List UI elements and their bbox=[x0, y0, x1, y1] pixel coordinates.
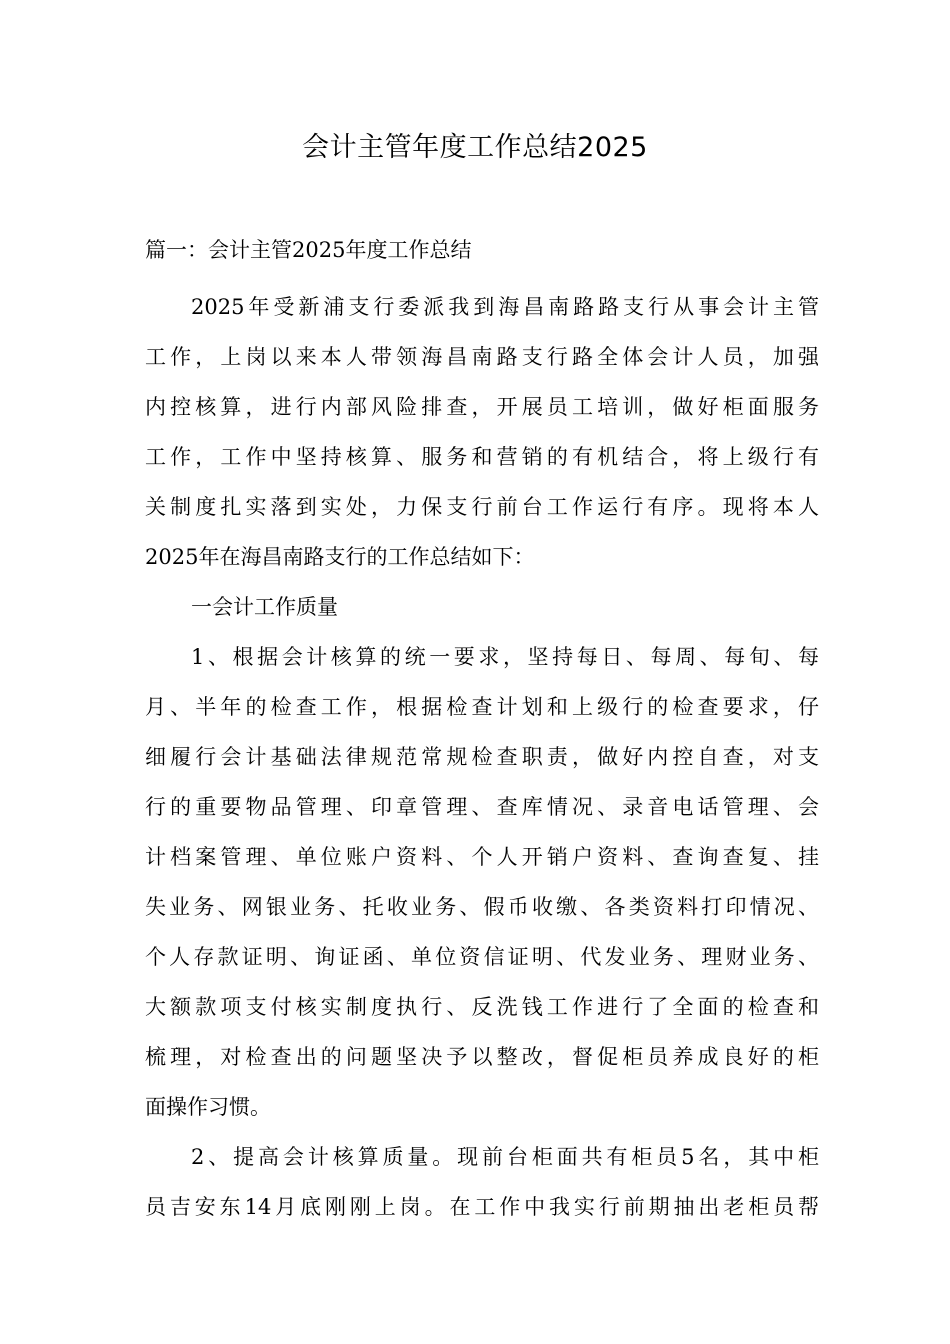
paragraph-line: 2、提高会计核算质量。现前台柜面共有柜员5名，其中柜 bbox=[191, 1145, 819, 1169]
paragraph-line: 个人存款证明、询证函、单位资信证明、代发业务、理财业务、 bbox=[145, 945, 819, 969]
paragraph-line: 关制度扎实落到实处，力保支行前台工作运行有序。现将本人 bbox=[145, 495, 819, 519]
paragraph-line: 工作，工作中坚持核算、服务和营销的有机结合，将上级行有 bbox=[145, 445, 819, 469]
paragraph-line: 月、半年的检查工作，根据检查计划和上级行的检查要求，仔 bbox=[145, 695, 819, 719]
paragraph-line: 计档案管理、单位账户资料、个人开销户资料、查询查复、挂 bbox=[145, 845, 819, 869]
paragraph-line: 2025年受新浦支行委派我到海昌南路路支行从事会计主管 bbox=[191, 295, 819, 319]
paragraph-line: 2025年在海昌南路支行的工作总结如下： bbox=[145, 545, 535, 569]
document-title: 会计主管年度工作总结2025 bbox=[302, 132, 648, 163]
paragraph-line: 1、根据会计核算的统一要求，坚持每日、每周、每旬、每 bbox=[191, 645, 819, 669]
paragraph-line: 工作，上岗以来本人带领海昌南路支行路全体会计人员，加强 bbox=[145, 345, 819, 369]
paragraph-line: 失业务、网银业务、托收业务、假币收缴、各类资料打印情况、 bbox=[145, 895, 819, 919]
paragraph-line: 细履行会计基础法律规范常规检查职责，做好内控自查，对支 bbox=[145, 745, 819, 769]
section-heading: 篇一：会计主管2025年度工作总结 bbox=[145, 238, 472, 262]
paragraph-line: 员吉安东14月底刚刚上岗。在工作中我实行前期抽出老柜员帮 bbox=[145, 1195, 819, 1219]
paragraph-line: 大额款项支付核实制度执行、反洗钱工作进行了全面的检查和 bbox=[145, 995, 819, 1019]
paragraph-line: 梳理，对检查出的问题坚决予以整改，督促柜员养成良好的柜 bbox=[145, 1045, 819, 1069]
paragraph-line: 行的重要物品管理、印章管理、查库情况、录音电话管理、会 bbox=[145, 795, 819, 819]
subsection-heading: 一会计工作质量 bbox=[191, 595, 338, 619]
paragraph-line: 内控核算，进行内部风险排查，开展员工培训，做好柜面服务 bbox=[145, 395, 819, 419]
document-body bbox=[145, 282, 819, 1232]
paragraph-line: 面操作习惯。 bbox=[145, 1095, 271, 1119]
